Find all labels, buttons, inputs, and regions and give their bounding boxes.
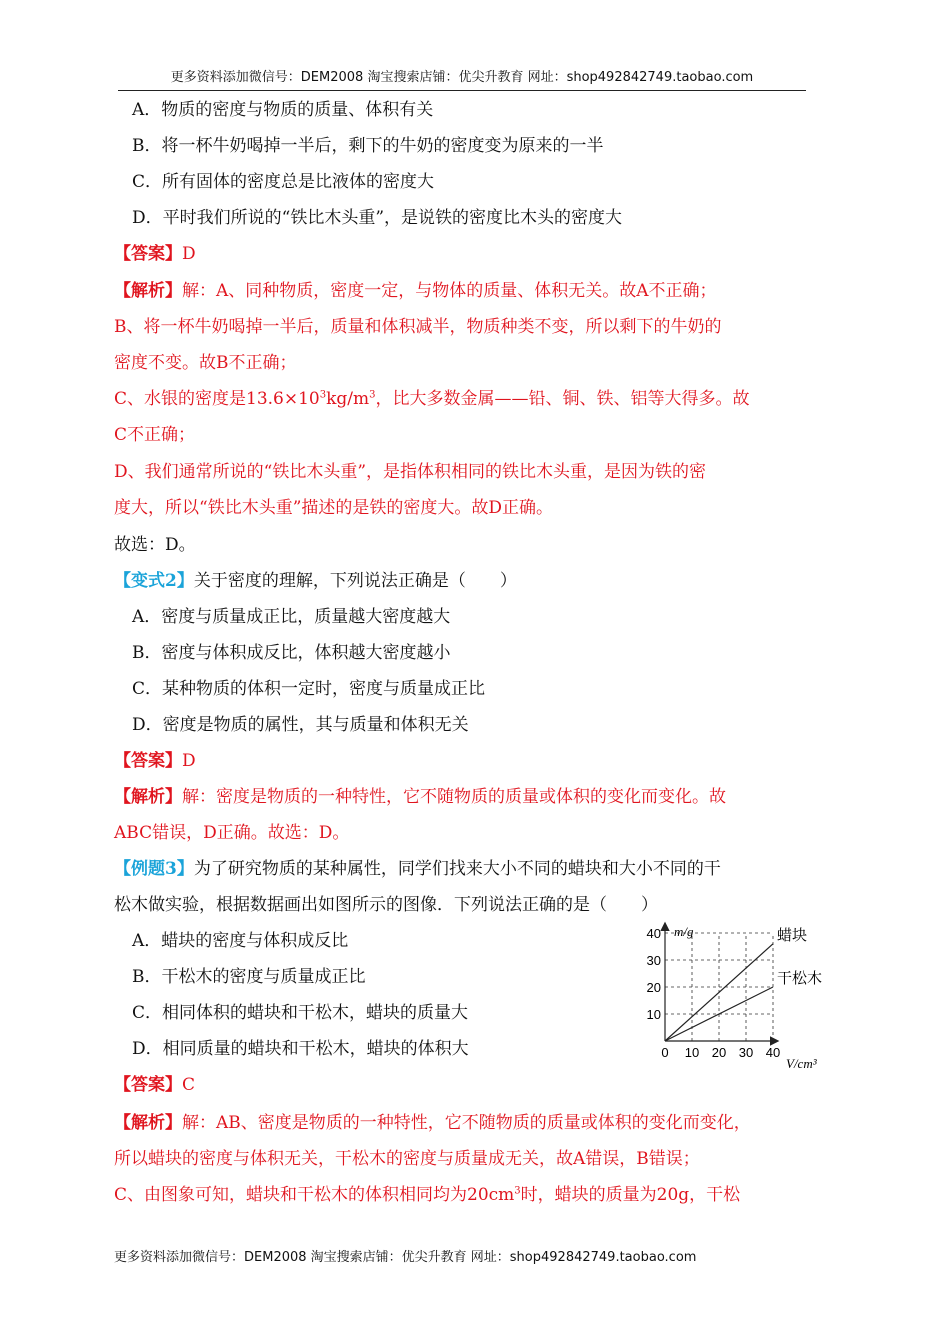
q1-analysis-line-5: C不正确； — [114, 425, 196, 445]
q1-option-a: A．物质的密度与物质的质量、体积有关 — [132, 100, 434, 120]
analysis-text: 解：密度是物质的一种特性，它不随物质的质量或体积的变化而变化。故 — [182, 787, 726, 807]
q3-stem-line-2: 松木做实验，根据数据画出如图所示的图像．下列说法正确的是（ ） — [114, 895, 658, 915]
q1-option-c: C．所有固体的密度总是比液体的密度大 — [132, 172, 435, 192]
answer-value: C — [182, 1075, 196, 1095]
analysis-tag: 【解析】 — [114, 281, 182, 301]
answer-value: D — [182, 244, 196, 264]
q3-analysis-line-2: 所以蜡块的密度与体积无关，干松木的密度与质量成无关，故A错误，B错误； — [114, 1149, 700, 1169]
q1-answer — [114, 242, 196, 266]
example-tag: 【例题3】 — [114, 859, 194, 879]
analysis-text: C、由图象可知，蜡块和干松木的体积相同均为20cm — [114, 1185, 515, 1205]
q2-stem — [114, 569, 517, 593]
q1-analysis-line-6: D、我们通常所说的“铁比木头重”，是指体积相同的铁比木头重，是因为铁的密 — [114, 462, 707, 482]
x-tick-label: 10 — [684, 1045, 700, 1060]
superscript: 3 — [514, 1185, 521, 1197]
answer-value: D — [182, 751, 196, 771]
x-tick-label: 40 — [765, 1045, 781, 1060]
q1-option-b: B．将一杯牛奶喝掉一半后，剩下的牛奶的密度变为原来的一半 — [132, 136, 604, 156]
q2-option-b: B．密度与体积成反比，体积越大密度越小 — [132, 643, 451, 663]
q2-answer — [114, 749, 196, 773]
stem-text: 关于密度的理解，下列说法正确是（ ） — [193, 571, 517, 591]
q1-conclusion: 故选：D。 — [114, 535, 196, 555]
analysis-tag: 【解析】 — [114, 787, 182, 807]
q2-option-d: D．密度是物质的属性，其与质量和体积无关 — [132, 715, 469, 735]
x-tick-label: 0 — [661, 1045, 669, 1060]
q2-analysis-line-1 — [114, 785, 726, 809]
x-tick-label: 30 — [738, 1045, 754, 1060]
analysis-tag: 【解析】 — [114, 1113, 182, 1133]
x-axis-label: V/cm³ — [786, 1056, 817, 1071]
superscript: 3 — [369, 389, 376, 401]
analysis-text: kg/m — [326, 389, 370, 409]
q2-option-c: C．某种物质的体积一定时，密度与质量成正比 — [132, 679, 486, 699]
mass-volume-chart — [630, 918, 830, 1078]
page-header: 更多资料添加微信号：DEM2008 淘宝搜索店铺：优尖升教育 网址：shop492842749.taobao.com — [118, 66, 806, 91]
answer-tag: 【答案】 — [114, 244, 182, 264]
q1-analysis-line-3: 密度不变。故B不正确； — [114, 353, 297, 373]
variant-tag: 【变式2】 — [114, 571, 194, 591]
q3-analysis-line-1 — [114, 1111, 751, 1135]
stem-text: 为了研究物质的某种属性，同学们找来大小不同的蜡块和大小不同的干 — [193, 859, 721, 879]
series-label: 干松木 — [777, 969, 823, 987]
q3-answer — [114, 1073, 195, 1097]
analysis-text: ，比大多数金属——铅、铜、铁、铝等大得多。故 — [375, 389, 750, 409]
q2-option-a: A．密度与质量成正比，质量越大密度越大 — [132, 607, 451, 627]
q3-option-d: D．相同质量的蜡块和干松木，蜡块的体积大 — [132, 1039, 469, 1059]
y-tick-label: 30 — [646, 953, 661, 968]
analysis-text: C、水银的密度是13.6×10 — [114, 389, 320, 409]
analysis-text: 解：A、同种物质，密度一定，与物体的质量、体积无关。故A不正确； — [182, 281, 717, 301]
y-tick-label: 10 — [646, 1007, 661, 1022]
page-footer: 更多资料添加微信号：DEM2008 淘宝搜索店铺：优尖升教育 网址：shop492842749.taobao.com — [114, 1250, 697, 1265]
q3-option-c: C．相同体积的蜡块和干松木，蜡块的质量大 — [132, 1003, 469, 1023]
x-tick-label: 20 — [711, 1045, 727, 1060]
q3-option-a: A．蜡块的密度与体积成反比 — [132, 931, 349, 951]
chart-series — [665, 926, 822, 1041]
q1-analysis-line-1 — [114, 279, 717, 303]
q3-stem-line-1 — [114, 857, 721, 881]
y-axis-label: m/g — [674, 924, 694, 939]
analysis-text: 解：AB、密度是物质的一种特性，它不随物质的质量或体积的变化而变化， — [182, 1113, 751, 1133]
q1-analysis-line-4 — [114, 387, 750, 411]
superscript: 3 — [319, 389, 327, 401]
q1-analysis-line-2: B、将一杯牛奶喝掉一半后，质量和体积减半，物质种类不变，所以剩下的牛奶的 — [114, 317, 722, 337]
answer-tag: 【答案】 — [114, 751, 182, 771]
q3-analysis-line-3 — [114, 1183, 740, 1207]
q2-analysis-line-2: ABC错误，D正确。故选：D。 — [114, 823, 350, 843]
chart-grid — [665, 933, 773, 1041]
q1-option-d: D．平时我们所说的“铁比木头重”，是说铁的密度比木头的密度大 — [132, 208, 623, 228]
analysis-text: 时，蜡块的质量为20g，干松 — [520, 1185, 741, 1205]
q3-option-b: B．干松木的密度与质量成正比 — [132, 967, 366, 987]
answer-tag: 【答案】 — [114, 1075, 182, 1095]
y-tick-label: 40 — [646, 926, 661, 941]
y-tick-label: 20 — [646, 980, 661, 995]
series-label: 蜡块 — [777, 925, 808, 944]
q1-analysis-line-7: 度大，所以“铁比木头重”描述的是铁的密度大。故D正确。 — [114, 498, 554, 518]
